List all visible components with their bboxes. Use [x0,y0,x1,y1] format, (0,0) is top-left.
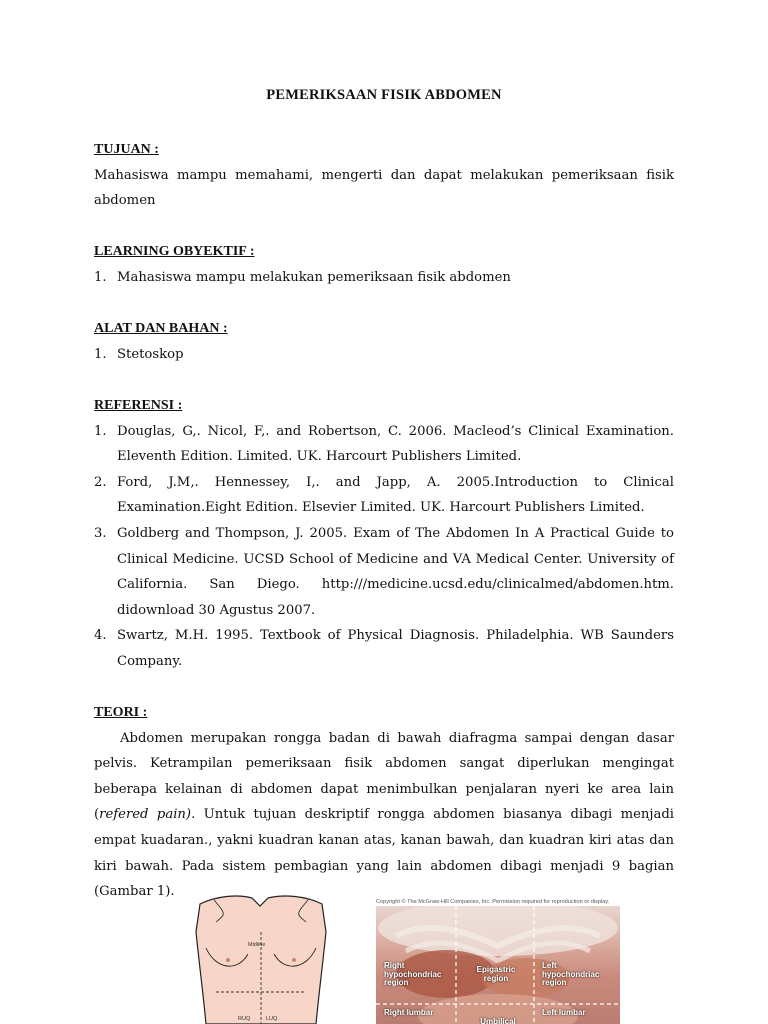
torso-illustration [186,892,336,1024]
list-item [94,623,674,674]
right-lumbar-label: Right lumbar [384,1008,434,1017]
tujuan-heading: TUJUAN : [94,142,159,157]
teori-heading: TEORI : [94,705,148,721]
left-lumbar-label: Left lumbar [542,1008,586,1017]
ruq-label: RUQ [238,1016,251,1022]
page-title: PEMERIKSAAN FISIK ABDOMEN [266,87,502,103]
teori-italic: refered pain). [99,807,196,823]
list-text: Douglas, G,. Nicol, F,. and Robertson, C. 2006. Macleod’s Clinical Examination. Eleventh Edition. Limited. UK. Harcourt Publishers Limited. [117,423,674,465]
teori-paragraph [94,726,674,905]
list-item [94,419,674,470]
list-text: Swartz, M.H. 1995. Textbook of Physical Diagnosis. Philadelphia. WB Saunders Company. [117,628,674,669]
referensi-list [94,419,674,675]
list-number: 3. [94,525,107,541]
list-item [94,470,674,521]
epigastric-label: Epigastric region [476,965,516,983]
learning-list [94,265,674,291]
list-item [94,342,674,368]
list-number: 1. [94,269,107,285]
list-number: 4. [94,628,107,644]
list-number: 1. [94,346,107,362]
abdomen-regions-illustration [376,906,620,1024]
midline-label: Midline [248,942,266,948]
document-body [94,137,674,905]
alat-list [94,342,674,368]
right-hypochondriac-label: Right hypochondriac region [384,961,442,987]
list-item [94,265,674,291]
list-number: 2. [94,474,107,490]
tujuan-text: Mahasiswa mampu memahami, mengerti dan dapat melakukan pemeriksaan fisik abdomen [94,167,674,209]
umbilical-label: Umbilical [480,1017,516,1024]
referensi-heading: REFERENSI : [94,397,183,413]
teori-text-part2: Untuk tujuan deskriptif rongga abdomen biasanya dibagi menjadi empat kuadaran., yakni kuadran kanan atas, kanan bawah, dan kuadran kiri atas dan kiri bawah. Pada sistem pembagian yang lain abdomen dibagi menjadi 9 bagian (Gambar 1). [94,807,674,900]
teori-text-part1: Abdomen merupakan rongga badan di bawah diafragma sampai dengan dasar pelvis. Ketrampilan pemeriksaan fisik abdomen sangat diperlukan mengingat beberapa kelainan di abdomen dapat menimbulkan penjalaran nyeri ke area lain ( [94,730,674,823]
torso-quadrant-figure [186,892,336,1024]
figure-copyright: Copyright © The McGraw-Hill Companies, Inc. Permission required for reproduction or display. [376,899,610,905]
learning-heading: LEARNING OBYEKTIF : [94,244,255,260]
list-number: 1. [94,423,107,439]
alat-heading: ALAT DAN BAHAN : [94,321,228,337]
list-item [94,521,674,623]
list-text: Stetoskop [117,346,184,362]
left-hypochondriac-label: Left hypochondriac region [542,961,600,987]
figure-1 [186,892,630,1024]
list-text: Ford, J.M,. Hennessey, I,. and Japp, A. 2005.Introduction to Clinical Examination.Eight Edition. Elsevier Limited. UK. Harcourt Publishers Limited. [117,474,674,516]
nine-region-figure [376,892,626,1024]
list-text: Mahasiswa mampu melakukan pemeriksaan fisik abdomen [117,269,511,285]
list-text: Goldberg and Thompson, J. 2005. Exam of The Abdomen In A Practical Guide to Clinical Medicine. UCSD School of Medicine and VA Medical Center. University of California. San Diego. http:///medicine.ucsd.edu/clinicalmed/abdomen.htm. didownload 30 Agustus 2007. [117,525,674,618]
luq-label: LUQ [266,1016,278,1022]
